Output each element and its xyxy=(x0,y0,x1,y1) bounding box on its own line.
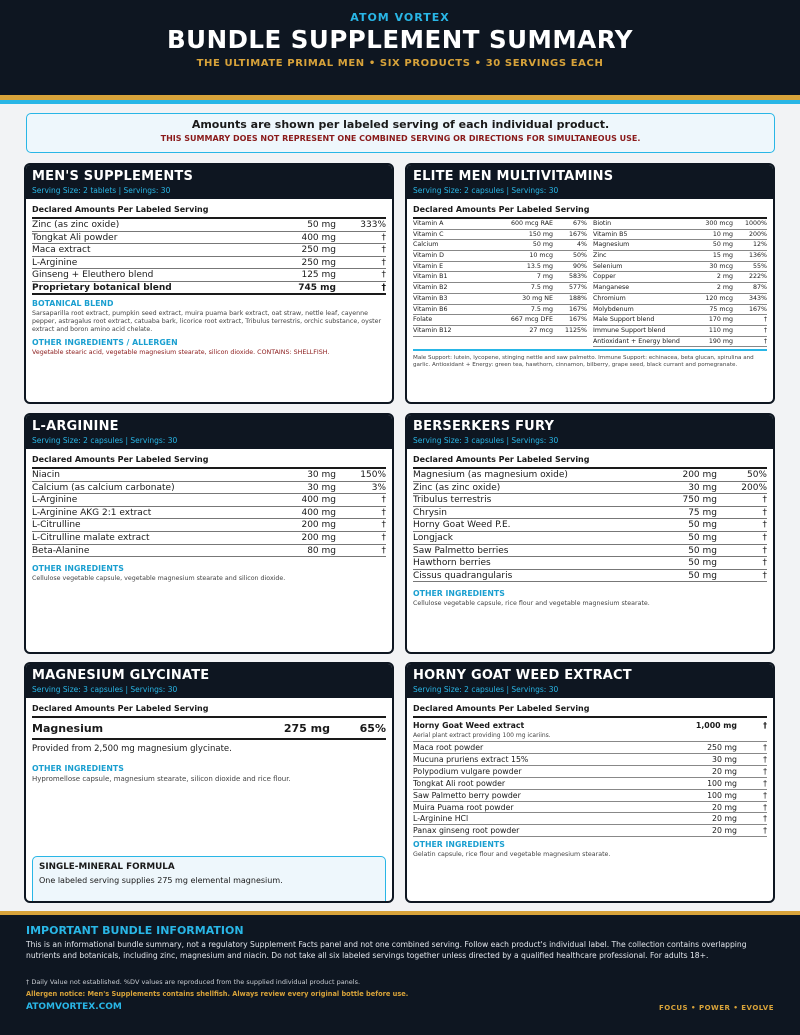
ingredient-amount: 150 mg xyxy=(528,230,553,238)
other-ingredients-heading: OTHER INGREDIENTS xyxy=(32,764,124,773)
ingredient-name: Vitamin B2 xyxy=(413,284,448,292)
card-header xyxy=(26,165,392,199)
ingredient-amount: 200 mg xyxy=(301,532,336,543)
card-l-arginine xyxy=(24,413,394,654)
ingredient-amount: 667 mcg DFE xyxy=(510,316,553,324)
website-link[interactable]: ATOMVORTEX.COM xyxy=(26,1002,122,1012)
ingredient-name: Calcium xyxy=(413,241,439,249)
ingredient-amount: 400 mg xyxy=(301,495,336,506)
ingredient-amount: 1,000 mg xyxy=(695,721,737,730)
declared-heading: Declared Amounts Per Labeled Serving xyxy=(32,698,386,718)
table-row xyxy=(32,232,386,245)
ingredient-dv: 167% xyxy=(748,305,767,313)
ingredient-dv: † xyxy=(763,337,767,345)
other-ingredients-text: Cellulose vegetable capsule, vegetable magnesium stearate and silicon dioxide. xyxy=(32,575,286,583)
table-row xyxy=(413,326,587,337)
ingredient-dv: † xyxy=(763,316,767,324)
table-row xyxy=(413,283,587,294)
table-row xyxy=(593,326,767,337)
gold-divider xyxy=(0,911,800,915)
ingredient-dv: 222% xyxy=(748,273,767,281)
table-row xyxy=(413,230,587,241)
ingredient-name: Selenium xyxy=(593,262,623,270)
ingredient-dv: 200% xyxy=(748,230,767,238)
ingredient-amount: 120 mcg xyxy=(705,294,733,302)
ingredient-name: Saw Palmetto berry powder xyxy=(413,790,521,800)
ingredient-name: L-Citrulline malate extract xyxy=(32,532,150,543)
ingredient-name: Proprietary botanical blend xyxy=(32,282,172,293)
ingredient-amount: 250 mg xyxy=(301,245,336,256)
other-ingredients-heading: OTHER INGREDIENTS / ALLERGEN xyxy=(32,338,178,348)
ingredient-dv: 167% xyxy=(568,230,587,238)
other-ingredients-heading: OTHER INGREDIENTS xyxy=(413,589,505,599)
other-ingredients-heading: OTHER INGREDIENTS xyxy=(413,840,505,850)
ingredient-dv: † xyxy=(381,270,386,281)
ingredient-dv: 333% xyxy=(360,220,386,230)
declared-heading: Declared Amounts Per Labeled Serving xyxy=(413,199,767,219)
ingredient-dv: † xyxy=(762,495,767,506)
footer-title: IMPORTANT BUNDLE INFORMATION xyxy=(26,924,244,937)
ingredient-amount: 30 mg NE xyxy=(522,294,553,302)
other-ingredients-heading: OTHER INGREDIENTS xyxy=(32,564,124,574)
serving-info: Serving Size: 2 tablets | Servings: 30 xyxy=(32,186,171,195)
formula-title: SINGLE-MINERAL FORMULA xyxy=(39,862,175,872)
extract-note: Aerial plant extract providing 100 mg icariins. xyxy=(413,732,767,742)
table-end-rule xyxy=(413,349,767,351)
ingredient-amount: 13.5 mg xyxy=(526,262,553,270)
table-row xyxy=(593,337,767,348)
ingredient-name: Horny Goat Weed P.E. xyxy=(413,520,511,531)
blend-note: Male Support: lutein, lycopene, stinging nettle and saw palmetto. Immune Support: echinacea, beta glucan, spirulina and garlic. Antioxidant + Energy: green tea, hawthorn, cinnamon, bilberry, grape seed, black currant and pomegranate. xyxy=(413,355,754,369)
table-row xyxy=(413,305,587,316)
dv-footnote: † Daily Value not established. %DV values are reproduced from the supplied individual product panels. xyxy=(26,978,361,986)
card-title: BERSERKERS FURY xyxy=(413,419,555,434)
ingredient-amount: 20 mg xyxy=(712,814,737,824)
ingredient-dv: † xyxy=(763,826,767,836)
ingredient-amount: 20 mg xyxy=(712,802,737,812)
page-header xyxy=(0,0,800,104)
ingredient-amount: 75 mg xyxy=(688,507,717,518)
notice-line-2: THIS SUMMARY DOES NOT REPRESENT ONE COMBINED SERVING OR DIRECTIONS FOR SIMULTANEOUS USE. xyxy=(160,134,641,143)
ingredient-name: L-Citrulline xyxy=(32,520,81,531)
ingredient-name: Biotin xyxy=(593,220,612,227)
blue-divider xyxy=(0,100,800,104)
ingredient-amount: 2 mg xyxy=(716,284,733,292)
ingredient-name: Mucuna pruriens extract 15% xyxy=(413,754,529,764)
ingredient-name: L-Arginine xyxy=(32,495,78,506)
table-row xyxy=(32,257,386,270)
ingredient-dv: † xyxy=(762,507,767,518)
allergen-notice: Allergen notice: Men's Supplements contains shellfish. Always review every original bottle before use. xyxy=(26,990,409,998)
table-row xyxy=(593,240,767,251)
table-row xyxy=(593,315,767,326)
table-row xyxy=(32,532,386,545)
ingredient-dv: 583% xyxy=(568,273,587,281)
table-row xyxy=(593,262,767,273)
table-row xyxy=(413,545,767,558)
table-row xyxy=(32,482,386,495)
vitamin-table xyxy=(413,219,767,347)
ingredient-name: Muira Puama root powder xyxy=(413,802,514,812)
ingredient-name: L-Arginine AKG 2:1 extract xyxy=(32,507,152,518)
ingredient-name: Vitamin E xyxy=(413,262,444,270)
ingredient-amount: 50 mg xyxy=(712,241,733,249)
ingredient-name: Tongkat Ali powder xyxy=(32,232,118,243)
ingredient-dv: 12% xyxy=(753,241,767,249)
ingredient-name: Longjack xyxy=(413,532,453,543)
table-row xyxy=(593,219,767,230)
ingredient-amount: 250 mg xyxy=(707,743,737,753)
ingredient-name: Zinc xyxy=(593,252,607,260)
table-row xyxy=(593,283,767,294)
ingredient-dv: † xyxy=(381,495,386,506)
ingredient-dv: 87% xyxy=(753,284,767,292)
ingredient-name: Saw Palmetto berries xyxy=(413,545,509,556)
card-title: L-ARGININE xyxy=(32,419,119,434)
declared-heading: Declared Amounts Per Labeled Serving xyxy=(32,449,386,469)
page-title: BUNDLE SUPPLEMENT SUMMARY xyxy=(167,25,633,54)
ingredient-amount: 50 mg xyxy=(307,220,336,230)
ingredient-name: Vitamin D xyxy=(413,252,444,260)
ingredient-name: Beta-Alanine xyxy=(32,545,90,556)
ingredient-name: Zinc (as zinc oxide) xyxy=(32,220,120,230)
ingredient-name: L-Arginine HCl xyxy=(413,814,469,824)
serving-info: Serving Size: 3 capsules | Servings: 30 xyxy=(32,685,178,694)
ingredient-amount: 80 mg xyxy=(307,545,336,556)
ingredient-name: Folate xyxy=(413,316,433,324)
brand-name: ATOM VORTEX xyxy=(350,11,450,24)
card-title: MEN'S SUPPLEMENTS xyxy=(32,169,194,184)
ingredient-dv: 343% xyxy=(748,294,767,302)
ingredient-amount: 30 mg xyxy=(712,754,737,764)
ingredient-name: Niacin xyxy=(32,470,60,480)
ingredient-dv: † xyxy=(381,257,386,268)
table-row xyxy=(413,240,587,251)
other-ingredients-text: Hypromellose capsule, magnesium stearate, silicon dioxide and rice flour. xyxy=(32,775,291,783)
ingredient-amount: 50 mg xyxy=(688,570,717,581)
ingredient-amount: 50 mg xyxy=(688,545,717,556)
ingredient-dv: † xyxy=(762,520,767,531)
ingredient-dv: 150% xyxy=(360,470,386,480)
table-row xyxy=(32,282,386,295)
serving-notice xyxy=(26,113,775,153)
ingredient-name: Immune Support blend xyxy=(593,326,666,334)
ingredient-name: Maca extract xyxy=(32,245,91,256)
ingredient-amount: 20 mg xyxy=(712,826,737,836)
ingredient-dv: † xyxy=(762,558,767,569)
ingredient-dv: † xyxy=(763,326,767,334)
ingredient-dv: † xyxy=(762,532,767,543)
card-header xyxy=(407,664,773,698)
ingredient-dv: 188% xyxy=(568,294,587,302)
table-row xyxy=(413,519,767,532)
ingredient-amount: 27 mcg xyxy=(529,326,553,334)
ingredient-dv: † xyxy=(762,545,767,556)
ingredient-amount: 75 mcg xyxy=(709,305,733,313)
ingredient-name: Vitamin A xyxy=(413,220,444,227)
ingredient-name: Cissus quadrangularis xyxy=(413,570,513,581)
other-ingredients-text: Vegetable stearic acid, vegetable magnesium stearate, silicon dioxide. CONTAINS: SHELLFISH. xyxy=(32,349,330,357)
ingredient-dv: 65% xyxy=(359,722,386,735)
table-row xyxy=(593,230,767,241)
declared-heading: Declared Amounts Per Labeled Serving xyxy=(413,698,767,718)
ingredient-amount: 7.5 mg xyxy=(530,305,553,313)
table-row xyxy=(593,305,767,316)
ingredient-dv: 4% xyxy=(577,241,587,249)
ingredient-amount: 50 mg xyxy=(688,520,717,531)
ingredient-dv: † xyxy=(763,766,767,776)
table-row xyxy=(32,469,386,482)
card-header xyxy=(26,664,392,698)
ingredient-dv: † xyxy=(763,721,767,730)
ingredient-dv: † xyxy=(763,802,767,812)
ingredient-amount: 200 mg xyxy=(682,470,717,480)
ingredient-name: Ginseng + Eleuthero blend xyxy=(32,270,154,281)
ingredient-name: Chromium xyxy=(593,294,626,302)
ingredient-amount: 2 mg xyxy=(716,273,733,281)
ingredient-dv: † xyxy=(381,282,386,293)
ingredient-amount: 30 mcg xyxy=(709,262,733,270)
table-row xyxy=(32,244,386,257)
ingredient-dv: 577% xyxy=(568,284,587,292)
table-row xyxy=(413,754,767,766)
ingredient-amount: 10 mcg xyxy=(529,252,553,260)
ingredient-dv: 136% xyxy=(748,252,767,260)
ingredient-amount: 275 mg xyxy=(283,722,330,735)
table-row xyxy=(413,778,767,790)
ingredient-dv: 167% xyxy=(568,316,587,324)
table-row xyxy=(413,742,767,754)
card-title: ELITE MEN MULTIVITAMINS xyxy=(413,169,614,184)
ingredient-name: Antioxidant + Energy blend xyxy=(593,337,680,345)
ingredient-name: Magnesium xyxy=(593,241,630,249)
formula-callout xyxy=(32,856,386,903)
ingredient-dv: † xyxy=(763,743,767,753)
ingredient-name: Magnesium xyxy=(32,722,104,735)
ingredient-name: Calcium (as calcium carbonate) xyxy=(32,482,175,493)
source-note: Provided from 2,500 mg magnesium glycinate. xyxy=(32,744,232,754)
serving-info: Serving Size: 2 capsules | Servings: 30 xyxy=(413,685,559,694)
ingredient-amount: 20 mg xyxy=(712,766,737,776)
table-row xyxy=(413,482,767,495)
ingredient-amount: 600 mcg RAE xyxy=(510,220,553,227)
ingredient-amount: 50 mg xyxy=(688,558,717,569)
ingredient-amount: 170 mg xyxy=(708,316,733,324)
ingredient-dv: † xyxy=(763,778,767,788)
page-subtitle: THE ULTIMATE PRIMAL MEN • SIX PRODUCTS • 30 SERVINGS EACH xyxy=(196,58,604,69)
table-row xyxy=(413,790,767,802)
table-row xyxy=(413,315,587,326)
formula-text: One labeled serving supplies 275 mg elemental magnesium. xyxy=(39,876,283,885)
ingredient-amount: 15 mg xyxy=(712,252,733,260)
table-row xyxy=(413,507,767,520)
notice-line-1: Amounts are shown per labeled serving of each individual product. xyxy=(191,118,610,131)
card-magnesium-glycinate xyxy=(24,662,394,903)
ingredient-dv: 50% xyxy=(746,470,767,480)
serving-info: Serving Size: 2 capsules | Servings: 30 xyxy=(413,186,559,195)
ingredient-amount: 750 mg xyxy=(682,495,717,506)
ingredient-name: Vitamin B1 xyxy=(413,273,448,281)
ingredient-dv: † xyxy=(381,520,386,531)
ingredient-amount: 300 mcg xyxy=(705,220,733,227)
table-row xyxy=(32,519,386,532)
botanical-heading: BOTANICAL BLEND xyxy=(32,298,114,308)
ingredient-dv: 1125% xyxy=(564,326,587,334)
table-row xyxy=(413,720,767,732)
ingredient-amount: 100 mg xyxy=(707,790,737,800)
table-row xyxy=(413,469,767,482)
table-row xyxy=(32,269,386,282)
ingredient-dv: 90% xyxy=(573,262,587,270)
table-row xyxy=(413,532,767,545)
ingredient-name: Polypodium vulgare powder xyxy=(413,766,522,776)
ingredient-dv: 1000% xyxy=(744,220,767,227)
ingredient-dv: † xyxy=(381,545,386,556)
ingredient-dv: 167% xyxy=(568,305,587,313)
table-row xyxy=(413,766,767,778)
tagline: FOCUS • POWER • EVOLVE xyxy=(659,1004,774,1012)
ingredient-dv: † xyxy=(381,532,386,543)
ingredient-name: Vitamin C xyxy=(413,230,444,238)
ingredient-dv: † xyxy=(381,245,386,256)
card-berserkers-fury xyxy=(405,413,775,654)
ingredient-name: Vitamin B3 xyxy=(413,294,448,302)
table-row xyxy=(413,294,587,305)
footer-text: This is an informational bundle summary, not a regulatory Supplement Facts panel and not one combined serving. Follow each product's individual label. The collection contains overlapping nutrients and botanicals, including zinc, magnesium and niacin. Do not take all six labeled servings together unless directed by a qualified healthcare professional. For adults 18+. xyxy=(26,940,747,960)
table-row xyxy=(32,494,386,507)
ingredient-amount: 110 mg xyxy=(708,326,733,334)
table-row xyxy=(32,718,386,740)
card-mens-supplements xyxy=(24,163,394,404)
ingredient-amount: 7 mg xyxy=(536,273,553,281)
ingredient-dv: † xyxy=(763,790,767,800)
card-header xyxy=(407,415,773,449)
table-row xyxy=(32,507,386,520)
other-ingredients-text: Gelatin capsule, rice flour and vegetable magnesium stearate. xyxy=(413,851,611,859)
ingredient-dv: † xyxy=(381,232,386,243)
ingredient-amount: 200 mg xyxy=(301,520,336,531)
ingredient-amount: 190 mg xyxy=(708,337,733,345)
ingredient-dv: 3% xyxy=(371,482,386,493)
ingredient-name: Tribulus terrestris xyxy=(413,495,492,506)
ingredient-name: Vitamin B6 xyxy=(413,305,448,313)
ingredient-name: Panax ginseng root powder xyxy=(413,826,520,836)
serving-info: Serving Size: 3 capsules | Servings: 30 xyxy=(413,436,559,445)
botanical-text: Sarsaparilla root extract, pumpkin seed extract, muira puama bark extract, oat straw, nettle leaf, cayenne pepper, astragalus root extract, catuaba bark, licorice root extract, Tribulus terrestris, orchic substance, oyster extract and boron amino acid chelate. xyxy=(32,309,382,333)
ingredient-amount: 400 mg xyxy=(301,507,336,518)
ingredient-amount: 745 mg xyxy=(298,282,336,293)
ingredient-name: Copper xyxy=(593,273,616,281)
ingredient-amount: 400 mg xyxy=(301,232,336,243)
table-row xyxy=(413,570,767,583)
ingredient-dv: † xyxy=(381,507,386,518)
ingredient-dv: † xyxy=(762,570,767,581)
ingredient-amount: 7.5 mg xyxy=(530,284,553,292)
declared-heading: Declared Amounts Per Labeled Serving xyxy=(413,449,767,469)
declared-heading: Declared Amounts Per Labeled Serving xyxy=(32,199,386,219)
ingredient-amount: 125 mg xyxy=(301,270,336,281)
ingredient-dv: 50% xyxy=(573,252,587,260)
ingredient-name: Manganese xyxy=(593,284,630,292)
table-row xyxy=(413,272,587,283)
table-row xyxy=(413,825,767,837)
table-row xyxy=(32,545,386,558)
card-title: MAGNESIUM GLYCINATE xyxy=(32,668,210,683)
table-row xyxy=(413,813,767,825)
card-header xyxy=(26,415,392,449)
ingredient-name: Male Support blend xyxy=(593,316,655,324)
ingredient-amount: 10 mg xyxy=(712,230,733,238)
card-header xyxy=(407,165,773,199)
ingredient-amount: 30 mg xyxy=(307,482,336,493)
ingredient-dv: 67% xyxy=(573,220,587,227)
ingredient-name: Vitamin B12 xyxy=(413,326,452,334)
card-title: HORNY GOAT WEED EXTRACT xyxy=(413,668,632,683)
page-footer xyxy=(0,911,800,1035)
card-elite-multivitamins xyxy=(405,163,775,404)
ingredient-name: L-Arginine xyxy=(32,257,78,268)
ingredient-amount: 50 mg xyxy=(532,241,553,249)
ingredient-name: Maca root powder xyxy=(413,743,484,753)
table-row xyxy=(413,557,767,570)
ingredient-amount: 250 mg xyxy=(301,257,336,268)
ingredient-amount: 30 mg xyxy=(307,470,336,480)
ingredient-amount: 30 mg xyxy=(688,482,717,493)
ingredient-name: Vitamin B5 xyxy=(593,230,628,238)
ingredient-name: Magnesium (as magnesium oxide) xyxy=(413,470,568,480)
table-row xyxy=(593,272,767,283)
ingredient-name: Horny Goat Weed extract xyxy=(413,721,525,730)
ingredient-name: Hawthorn berries xyxy=(413,558,491,569)
table-row xyxy=(32,219,386,232)
table-row xyxy=(413,802,767,814)
ingredient-dv: 200% xyxy=(741,482,767,493)
card-horny-goat-weed xyxy=(405,662,775,903)
ingredient-name: Zinc (as zinc oxide) xyxy=(413,482,501,493)
table-row xyxy=(593,294,767,305)
ingredient-amount: 50 mg xyxy=(688,532,717,543)
ingredient-name: Tongkat Ali root powder xyxy=(413,778,506,788)
table-row xyxy=(413,262,587,273)
table-row xyxy=(413,219,587,230)
table-row xyxy=(593,251,767,262)
ingredient-amount: 100 mg xyxy=(707,778,737,788)
ingredient-dv: † xyxy=(763,814,767,824)
serving-info: Serving Size: 2 capsules | Servings: 30 xyxy=(32,436,178,445)
ingredient-dv: † xyxy=(763,754,767,764)
table-row xyxy=(413,494,767,507)
ingredient-dv: 55% xyxy=(753,262,767,270)
other-ingredients-text: Cellulose vegetable capsule, rice flour and vegetable magnesium stearate. xyxy=(413,600,650,608)
ingredient-name: Molybdenum xyxy=(593,305,634,313)
table-row xyxy=(413,251,587,262)
ingredient-name: Chrysin xyxy=(413,507,447,518)
